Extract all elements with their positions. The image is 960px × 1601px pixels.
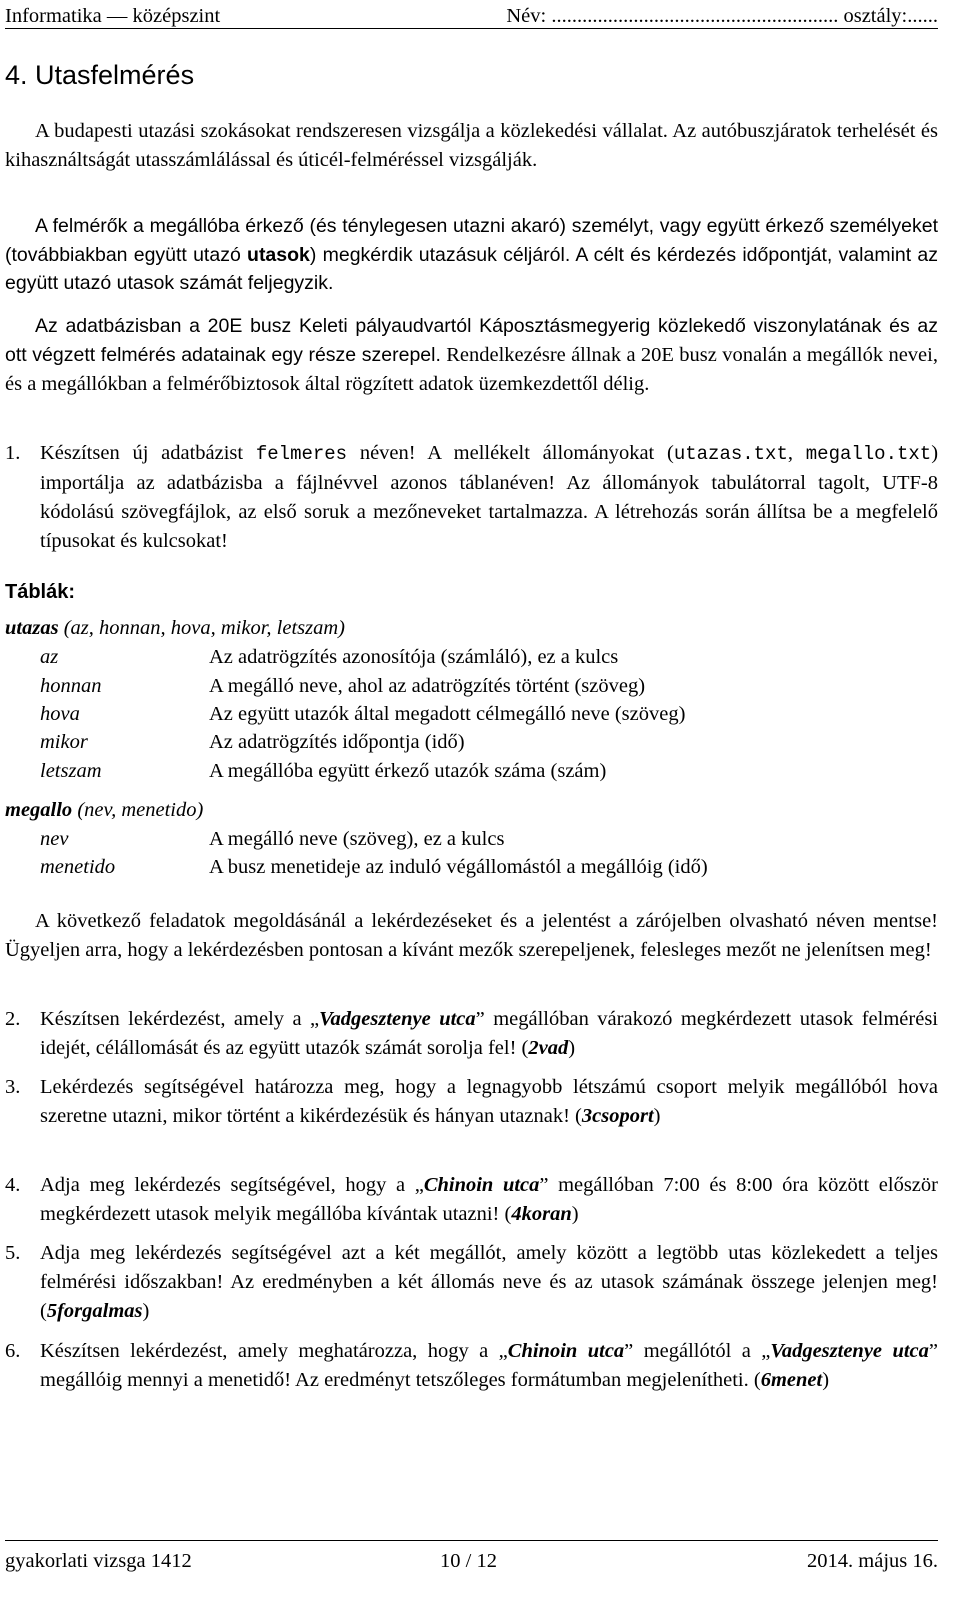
table-name: utazas bbox=[5, 617, 59, 639]
task-1: 1. Készítsen új adatbázist felmeres néven! A mellékelt állományokat (utazas.txt, megallo.txt) importálja az adatbázisba a fájlnévvel azonos táblanéven! Az állományok tabulátorral tagolt, UTF-8 kódolású szövegfájlok, az első soruk a mezőneveket tartalmazza. A létrehozás során állítsa be a megfelelő típusokat és kulcsokat! bbox=[5, 439, 938, 556]
file-utazas-code: utazas.txt bbox=[673, 443, 788, 465]
utasok-term: utasok bbox=[247, 243, 310, 266]
db-name-code: felmeres bbox=[255, 443, 348, 465]
query-name: 4koran bbox=[511, 1203, 572, 1225]
footer-exam-code: gyakorlati vizsga 1412 bbox=[5, 1550, 192, 1572]
task-6: 6. Készítsen lekérdezést, amely meghatározza, hogy a „Chinoin utca” megállótól a „Vadgesztenye utca” megállóig mennyi a menetidő! Az eredményt tetszőleges formátumban megjelenítheti. (6menet) bbox=[5, 1337, 938, 1395]
intro-paragraph-2: A felmérők a megállóba érkező (és ténylegesen utazni akaró) személyt, vagy együtt érkező személyeket (továbbiakban együtt utazó utasok) megkérdik utazásuk céljáról. A célt és kérdezés időpontját, valamint az együtt utazó utasok számát feljegyzik. bbox=[5, 215, 938, 294]
task-3: 3. Lekérdezés segítségével határozza meg, hogy a legnagyobb létszámú csoport melyik megállóból hova szeretne utazni, mikor történt a kikérdezésük és hányan utaznak! (3csoport) bbox=[5, 1073, 938, 1131]
query-name: 6menet bbox=[760, 1369, 823, 1391]
page-title: 4. Utasfelmérés bbox=[5, 60, 195, 90]
intro-paragraph-3: Az adatbázisban a 20E busz Keleti pályaudvartól Káposztásmegyerig közlekedő viszonylatának és az ott végzett felmérés adatainak egy része szerepel. Rendelkezésre állnak a 20E busz vonalán a megállók nevei, és a megállókban a felmérőbiztosok által rögzített adatok üzemkezdettől délig. bbox=[5, 315, 938, 395]
task-number: 4. bbox=[5, 1174, 21, 1196]
file-megallo-code: megallo.txt bbox=[805, 443, 932, 465]
field-row: menetido A busz menetideje az induló végállomástól a megállóig (idő) bbox=[40, 856, 708, 878]
field-row: az Az adatrögzítés azonosítója (számláló), ez a kulcs bbox=[40, 646, 619, 668]
table-name: megallo bbox=[5, 799, 73, 821]
task-2: 2. Készítsen lekérdezést, amely a „Vadgesztenye utca” megállóban várakozó megkérdezett utasok felmérési idejét, célállomását és az együtt utazók számát sorolja fel! (2vad) bbox=[5, 1005, 938, 1063]
page-footer bbox=[5, 1540, 938, 1572]
tables-heading: Táblák: bbox=[5, 581, 76, 603]
query-name: 2vad bbox=[528, 1037, 569, 1059]
footer-page-number: 10 / 12 bbox=[440, 1550, 497, 1572]
instructions-paragraph: A következő feladatok megoldásánál a lekérdezéseket és a jelentést a zárójelben olvasható néven mentse! Ügyeljen arra, hogy a lekérdezésben pontosan a kívánt mezők szerepeljenek, felesleges mezőt ne jelenítsen meg! bbox=[5, 910, 938, 961]
field-row: hova Az együtt utazók által megadott célmegálló neve (szöveg) bbox=[40, 703, 686, 725]
task-number: 1. bbox=[5, 442, 21, 464]
task-number: 6. bbox=[5, 1340, 21, 1362]
header-subject: Informatika — középszint bbox=[5, 5, 221, 27]
task-4: 4. Adja meg lekérdezés segítségével, hogy a „Chinoin utca” megállóban 7:00 és 8:00 óra között először megkérdezett utasok melyik megállóba kívántak utazni! (4koran) bbox=[5, 1171, 938, 1229]
page-header bbox=[5, 2, 938, 29]
intro-paragraph-1: A budapesti utazási szokásokat rendszeresen vizsgálja a közlekedési vállalat. Az autóbuszjáratok terhelését és kihasználtságát utasszámlálással és úticél-felméréssel vizsgálják. bbox=[5, 120, 938, 171]
field-row: letszam A megállóba együtt érkező utazók száma (szám) bbox=[40, 760, 607, 782]
header-name-class: Név: ........................................................ osztály:...... bbox=[506, 5, 938, 27]
task-number: 3. bbox=[5, 1076, 21, 1098]
query-name: 5forgalmas bbox=[46, 1300, 143, 1322]
query-name: 3csoport bbox=[581, 1105, 654, 1127]
table-megallo-schema: megallo (nev, menetido) bbox=[5, 799, 204, 821]
field-row: honnan A megálló neve, ahol az adatrögzítés történt (szöveg) bbox=[40, 675, 646, 697]
field-row: nev A megálló neve (szöveg), ez a kulcs bbox=[40, 828, 505, 850]
field-row: mikor Az adatrögzítés időpontja (idő) bbox=[40, 731, 465, 753]
task-number: 5. bbox=[5, 1242, 21, 1264]
task-5: 5. Adja meg lekérdezés segítségével azt a két megállót, amely között a legtöbb utas közlekedett a teljes felmérési időszakban! Az eredményben a két állomás neve és az utasok számának összege jelenjen meg! (5forgalmas) bbox=[5, 1239, 938, 1326]
table-utazas-schema: utazas (az, honnan, hova, mikor, letszam) bbox=[5, 617, 345, 639]
footer-date: 2014. május 16. bbox=[807, 1550, 938, 1572]
task-number: 2. bbox=[5, 1008, 21, 1030]
